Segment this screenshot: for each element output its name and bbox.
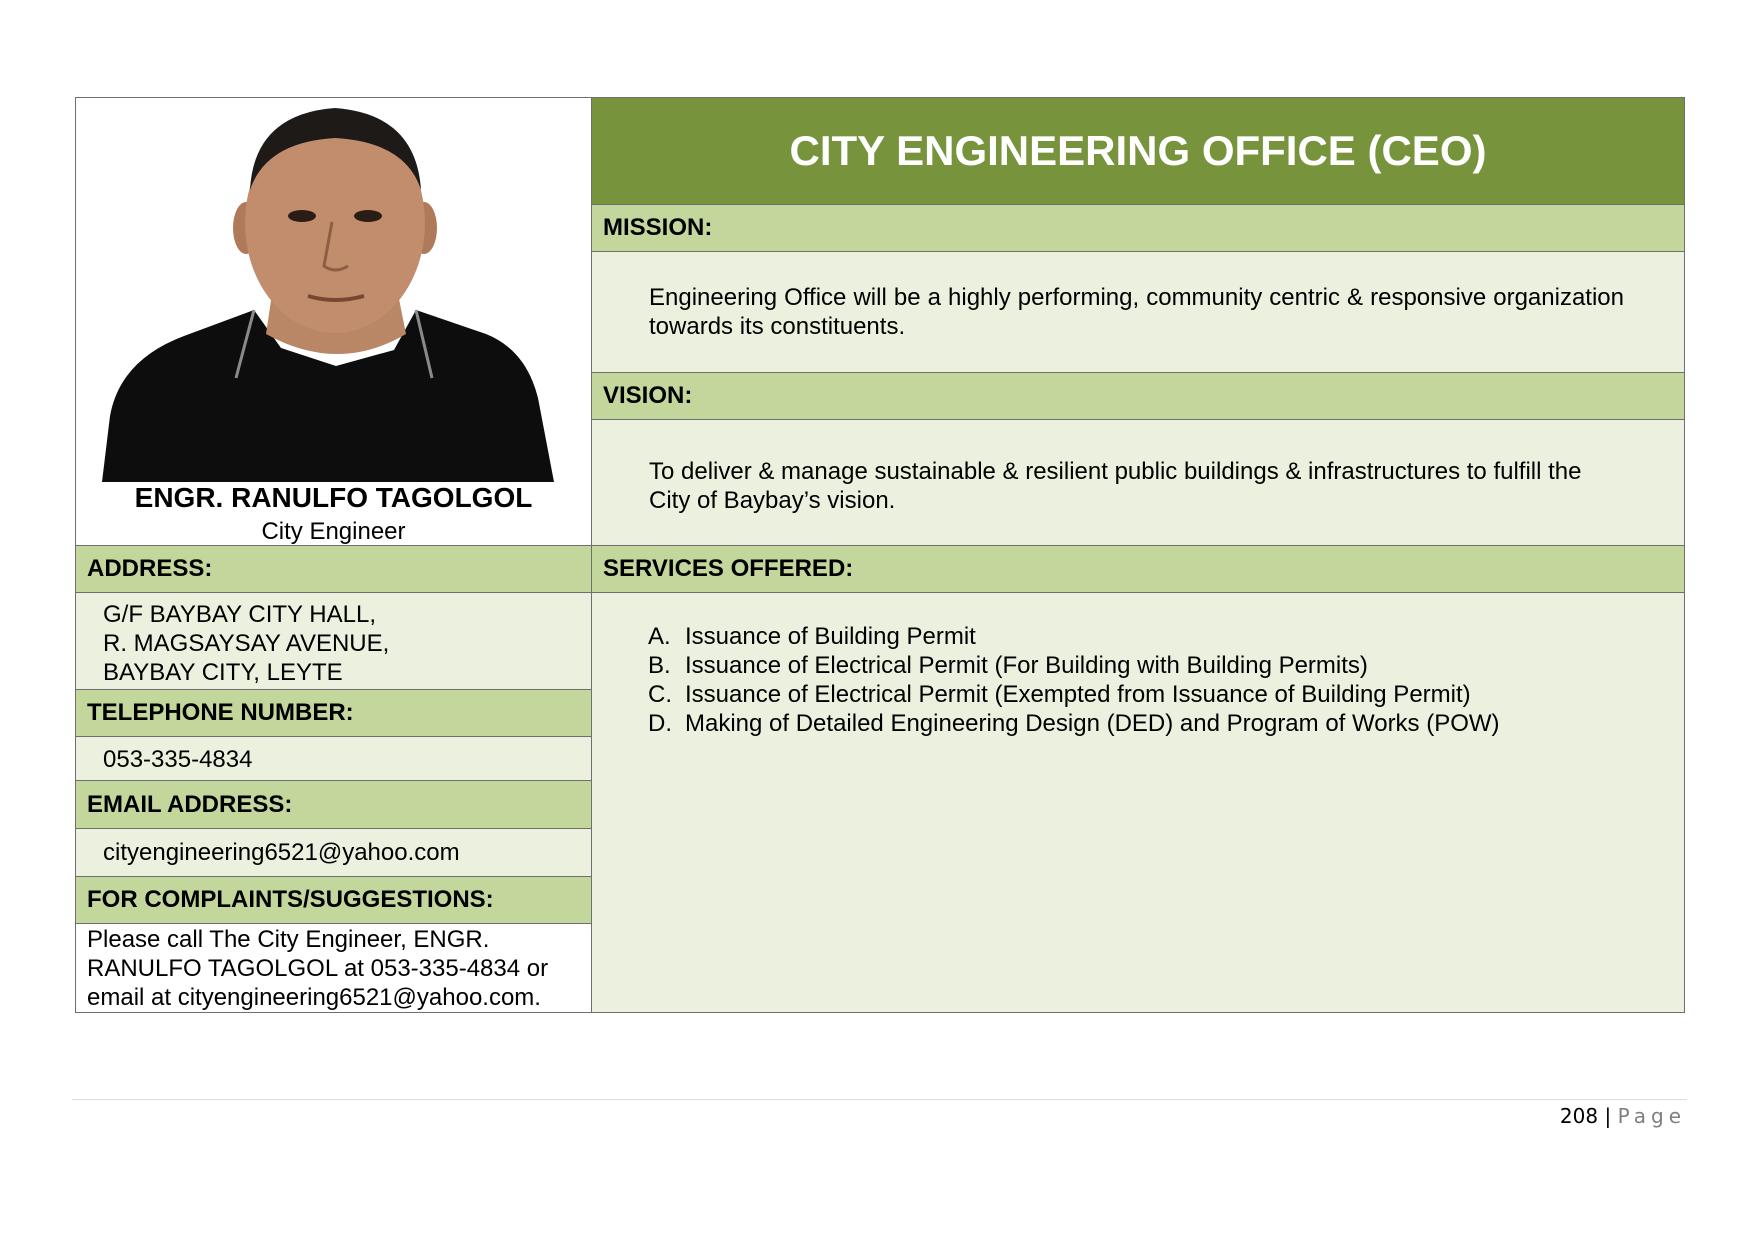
complaints-line: RANULFO TAGOLGOL at 053-335-4834 or bbox=[87, 955, 549, 982]
service-text: Issuance of Building Permit bbox=[685, 623, 976, 650]
service-item bbox=[648, 651, 1500, 680]
service-item bbox=[648, 709, 1500, 738]
page-separator: | bbox=[1604, 1104, 1612, 1128]
page-label: Page bbox=[1617, 1104, 1686, 1128]
email-value[interactable]: cityengineering6521@yahoo.com bbox=[103, 839, 460, 866]
address-line: G/F BAYBAY CITY HALL, bbox=[103, 601, 376, 628]
page-number: 208 bbox=[1559, 1104, 1599, 1128]
person-name: ENGR. RANULFO TAGOLGOL bbox=[134, 482, 533, 513]
person-role: City Engineer bbox=[261, 518, 406, 545]
office-title: CITY ENGINEERING OFFICE (CEO) bbox=[592, 98, 1684, 205]
address-line: R. MAGSAYSAY AVENUE, bbox=[103, 630, 390, 657]
mission-text: Engineering Office will be a highly performing, community centric & responsive organization towards its constituents. bbox=[649, 284, 1624, 340]
photo-cell bbox=[76, 98, 591, 546]
column-divider bbox=[591, 98, 592, 1012]
complaints-header: FOR COMPLAINTS/SUGGESTIONS: bbox=[76, 877, 591, 924]
service-letter: D. bbox=[648, 710, 672, 737]
complaints-line: Please call The City Engineer, ENGR. bbox=[87, 926, 490, 953]
services-cell bbox=[592, 593, 1684, 1012]
services-header: SERVICES OFFERED: bbox=[592, 546, 1684, 593]
service-text: Issuance of Electrical Permit (For Building with Building Permits) bbox=[685, 652, 1368, 679]
office-profile-table bbox=[75, 97, 1685, 1013]
vision-header: VISION: bbox=[592, 373, 1684, 420]
page-number-footer bbox=[1560, 1104, 1686, 1128]
address-line: BAYBAY CITY, LEYTE bbox=[103, 659, 343, 686]
telephone-cell bbox=[76, 737, 591, 781]
email-cell bbox=[76, 829, 591, 877]
service-letter: A. bbox=[648, 623, 671, 650]
vision-cell bbox=[592, 420, 1684, 546]
mission-header: MISSION: bbox=[592, 205, 1684, 252]
service-text: Issuance of Electrical Permit (Exempted from Issuance of Building Permit) bbox=[685, 681, 1471, 708]
vision-text: To deliver & manage sustainable & resilient public buildings & infrastructures to fulfill the City of Baybay’s vision. bbox=[649, 458, 1582, 514]
service-letter: C. bbox=[648, 681, 672, 708]
footer-divider bbox=[72, 1099, 1687, 1100]
service-item bbox=[648, 622, 1500, 651]
address-header: ADDRESS: bbox=[76, 546, 591, 593]
email-header: EMAIL ADDRESS: bbox=[76, 781, 591, 829]
telephone-value[interactable]: 053-335-4834 bbox=[103, 746, 253, 773]
telephone-header: TELEPHONE NUMBER: bbox=[76, 690, 591, 737]
service-item bbox=[648, 680, 1500, 709]
address-cell bbox=[76, 593, 591, 690]
complaints-cell bbox=[76, 924, 591, 1012]
services-list bbox=[648, 622, 1500, 738]
service-text: Making of Detailed Engineering Design (DED) and Program of Works (POW) bbox=[685, 710, 1500, 737]
mission-cell bbox=[592, 252, 1684, 373]
person-photo bbox=[76, 98, 591, 482]
complaints-line: email at cityengineering6521@yahoo.com. bbox=[87, 984, 541, 1011]
service-letter: B. bbox=[648, 652, 671, 679]
